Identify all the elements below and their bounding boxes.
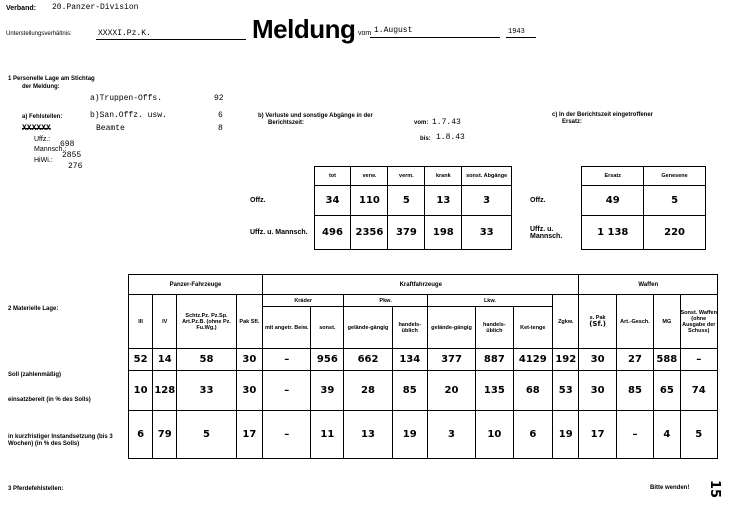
material-cell: 10 bbox=[129, 371, 153, 411]
loss-cell: 379 bbox=[388, 216, 425, 250]
mannsch-label: Mannsch.: bbox=[34, 146, 67, 153]
date-underline bbox=[370, 37, 500, 38]
material-cell: 377 bbox=[427, 349, 475, 371]
ersatz-table bbox=[530, 166, 706, 250]
col-header-krad-sonst: sonst. bbox=[311, 307, 344, 349]
loss-header-tot: tot bbox=[314, 167, 351, 186]
row-label-einsatz: einsatzbereit (in % des Solls) bbox=[8, 397, 91, 403]
col-header-pak-sf: Pak Sfl. bbox=[236, 295, 262, 349]
material-cell: 13 bbox=[344, 411, 392, 459]
ersatz-row-label: Offz. bbox=[530, 197, 546, 204]
col-header-krad-angtr: mit angetr. Beiw. bbox=[263, 307, 311, 349]
page-title: Meldung bbox=[252, 14, 356, 44]
ersatz-header: Genesene bbox=[644, 167, 706, 186]
section2-heading: 2 Materielle Lage: bbox=[8, 306, 59, 312]
uffz-label: Uffz.: bbox=[34, 136, 51, 143]
col-header-lkw-gelaende: gelände-gängig bbox=[427, 307, 475, 349]
col-header-s-pak: s. Pak (Sf.) bbox=[579, 295, 616, 349]
material-cell: 65 bbox=[654, 371, 680, 411]
loss-heading: b) Verluste und sonstige Abgänge in der bbox=[258, 113, 373, 119]
section1-heading-2: der Meldung: bbox=[22, 84, 60, 90]
col-header-mg: MG bbox=[654, 295, 680, 349]
material-cell: 30 bbox=[236, 371, 262, 411]
material-cell: 17 bbox=[236, 411, 262, 459]
col-header-iii: III bbox=[129, 295, 153, 349]
material-cell: 52 bbox=[129, 349, 153, 371]
material-cell: 30 bbox=[579, 349, 616, 371]
material-cell: 19 bbox=[553, 411, 579, 459]
loss-cell: 13 bbox=[425, 186, 462, 216]
loss-header-verw: verw. bbox=[351, 167, 388, 186]
troops-a-value: 92 bbox=[214, 94, 224, 103]
material-cell: 53 bbox=[553, 371, 579, 411]
material-cell: 5 bbox=[680, 411, 717, 459]
bitte-wenden: Bitte wenden! bbox=[650, 485, 690, 491]
col-header-zgkw: Zgkw. bbox=[553, 295, 579, 349]
material-cell: 33 bbox=[177, 371, 236, 411]
col-header-lkw-ketten: Ket-tenge bbox=[513, 307, 553, 349]
material-cell: 128 bbox=[153, 371, 177, 411]
material-cell: 4129 bbox=[513, 349, 553, 371]
loss-vom-label: vom: bbox=[414, 120, 429, 126]
material-cell: 6 bbox=[129, 411, 153, 459]
loss-vom-value: 1.7.43 bbox=[432, 118, 461, 127]
row-label-instand: in kurzfristiger Instandsetzung (bis 3 Wochen) (in % des Solls) bbox=[8, 434, 113, 447]
material-cell: 662 bbox=[344, 349, 392, 371]
fehlstellen-label: a) Fehlstellen: bbox=[22, 114, 63, 120]
ersatz-header: Ersatz bbox=[582, 167, 644, 186]
troops-a-label: a)Truppen-Offs. bbox=[90, 94, 163, 103]
loss-cell: 496 bbox=[314, 216, 351, 250]
loss-row-label: Offz. bbox=[250, 197, 266, 204]
material-row-instand bbox=[129, 411, 718, 459]
loss-bis-value: 1.8.43 bbox=[436, 133, 465, 142]
material-cell: 30 bbox=[579, 371, 616, 411]
row-label-soll: Soll (zahlenmäßig) bbox=[8, 372, 62, 378]
troops-c-value: 8 bbox=[218, 124, 223, 133]
material-cell: 192 bbox=[553, 349, 579, 371]
material-cell: 6 bbox=[513, 411, 553, 459]
material-cell: 4 bbox=[654, 411, 680, 459]
loss-header-verm: verm. bbox=[388, 167, 425, 186]
troops-b-label: b)San.Offz. usw. bbox=[90, 111, 167, 120]
section3-heading: 3 Pferdefehlstellen: bbox=[8, 486, 64, 492]
col-header-pkw-gelaende: gelände-gängig bbox=[344, 307, 392, 349]
uffz-value: 698 bbox=[60, 140, 75, 149]
col-header-schtz: Schtz.Pz. Pz.Sp. Art.Pz.B. (ohne Pz. Fu.Wg.) bbox=[177, 295, 236, 349]
material-cell: 85 bbox=[616, 371, 653, 411]
ersatz-row-label: Uffz. u. Mannsch. bbox=[530, 225, 563, 240]
material-cell: 39 bbox=[311, 371, 344, 411]
hiwi-label: HiWi.: bbox=[34, 157, 53, 164]
vom-label: vom bbox=[358, 30, 372, 37]
ersatz-cell: 5 bbox=[644, 186, 706, 216]
material-cell: 17 bbox=[579, 411, 616, 459]
loss-cell: 198 bbox=[425, 216, 462, 250]
col-header-lkw-handel: handels-üblich bbox=[476, 307, 513, 349]
material-cell: 68 bbox=[513, 371, 553, 411]
material-cell: 11 bbox=[311, 411, 344, 459]
struck-word: XXXXXX bbox=[22, 124, 51, 133]
verband-value: 20.Panzer-Division bbox=[52, 3, 139, 12]
material-cell: 956 bbox=[311, 349, 344, 371]
year-underline bbox=[506, 37, 536, 38]
loss-row-label: Uffz. u. Mannsch. bbox=[250, 229, 308, 236]
col-header-art-gesch: Art.-Gesch. bbox=[616, 295, 653, 349]
year-value: 1943 bbox=[508, 28, 525, 36]
sub-header-lkw: Lkw. bbox=[427, 295, 552, 307]
ersatz-heading-2: Ersatz: bbox=[562, 119, 583, 125]
material-cell: 28 bbox=[344, 371, 392, 411]
col-header-sonst-waffen: Sonst. Waffen (ohne Ausgabe der Schuss) bbox=[680, 295, 717, 349]
unterstellung-label: Unterstellungsverhältnis: bbox=[6, 31, 72, 37]
material-cell: 5 bbox=[177, 411, 236, 459]
material-row-einsatz bbox=[129, 371, 718, 411]
material-cell: 85 bbox=[392, 371, 427, 411]
material-cell: 74 bbox=[680, 371, 717, 411]
material-cell: 10 bbox=[476, 411, 513, 459]
material-cell: 30 bbox=[236, 349, 262, 371]
loss-cell: 2356 bbox=[351, 216, 388, 250]
page-number: 15 bbox=[707, 480, 722, 499]
mannsch-value: 2855 bbox=[62, 151, 82, 160]
material-row-soll bbox=[129, 349, 718, 371]
loss-cell: 34 bbox=[314, 186, 351, 216]
loss-cell: 110 bbox=[351, 186, 388, 216]
ersatz-cell: 49 bbox=[582, 186, 644, 216]
ersatz-cell: 220 bbox=[644, 216, 706, 250]
ersatz-cell: 1 138 bbox=[582, 216, 644, 250]
material-cell: 588 bbox=[654, 349, 680, 371]
material-cell: 134 bbox=[392, 349, 427, 371]
material-cell: 58 bbox=[177, 349, 236, 371]
verband-label: Verband: bbox=[6, 5, 36, 12]
loss-cell: 5 bbox=[388, 186, 425, 216]
date-value: 1.August bbox=[374, 26, 413, 35]
hiwi-value: 276 bbox=[68, 162, 83, 171]
material-cell: 19 bbox=[392, 411, 427, 459]
loss-heading-2: Berichtszeit: bbox=[268, 120, 305, 126]
col-header-pkw-handel: handels-üblich bbox=[392, 307, 427, 349]
material-cell: – bbox=[263, 411, 311, 459]
material-cell: 27 bbox=[616, 349, 653, 371]
material-cell: – bbox=[616, 411, 653, 459]
unterstellung-value: XXXXI.Pz.K. bbox=[98, 29, 151, 38]
col-header-iv: IV bbox=[153, 295, 177, 349]
material-cell: – bbox=[263, 349, 311, 371]
loss-bis-label: bis: bbox=[420, 136, 431, 142]
material-table bbox=[128, 274, 718, 459]
sub-header-pkw: Pkw. bbox=[344, 295, 428, 307]
section1-heading: 1 Personelle Lage am Stichtag bbox=[8, 76, 95, 82]
material-cell: 14 bbox=[153, 349, 177, 371]
group-header-panzer: Panzer-Fahrzeuge bbox=[129, 275, 263, 295]
ersatz-heading: c) In der Berichtszeit eingetroffener bbox=[552, 112, 654, 118]
loss-cell: 33 bbox=[462, 216, 512, 250]
loss-header-krank: krank bbox=[425, 167, 462, 186]
sub-header-kraeder: Kräder bbox=[263, 295, 344, 307]
material-cell: 135 bbox=[476, 371, 513, 411]
troops-c-label: Beamte bbox=[96, 124, 125, 133]
loss-table bbox=[248, 166, 512, 250]
group-header-waffen: Waffen bbox=[579, 275, 718, 295]
troops-b-value: 6 bbox=[218, 111, 223, 120]
loss-header-sonst: sonst. Abgänge bbox=[462, 167, 512, 186]
group-header-kraft: Kraftfahrzeuge bbox=[263, 275, 579, 295]
material-cell: – bbox=[263, 371, 311, 411]
unterstellung-underline bbox=[96, 39, 246, 40]
material-cell: 3 bbox=[427, 411, 475, 459]
material-cell: 887 bbox=[476, 349, 513, 371]
material-cell: – bbox=[680, 349, 717, 371]
material-cell: 20 bbox=[427, 371, 475, 411]
loss-cell: 3 bbox=[462, 186, 512, 216]
material-cell: 79 bbox=[153, 411, 177, 459]
